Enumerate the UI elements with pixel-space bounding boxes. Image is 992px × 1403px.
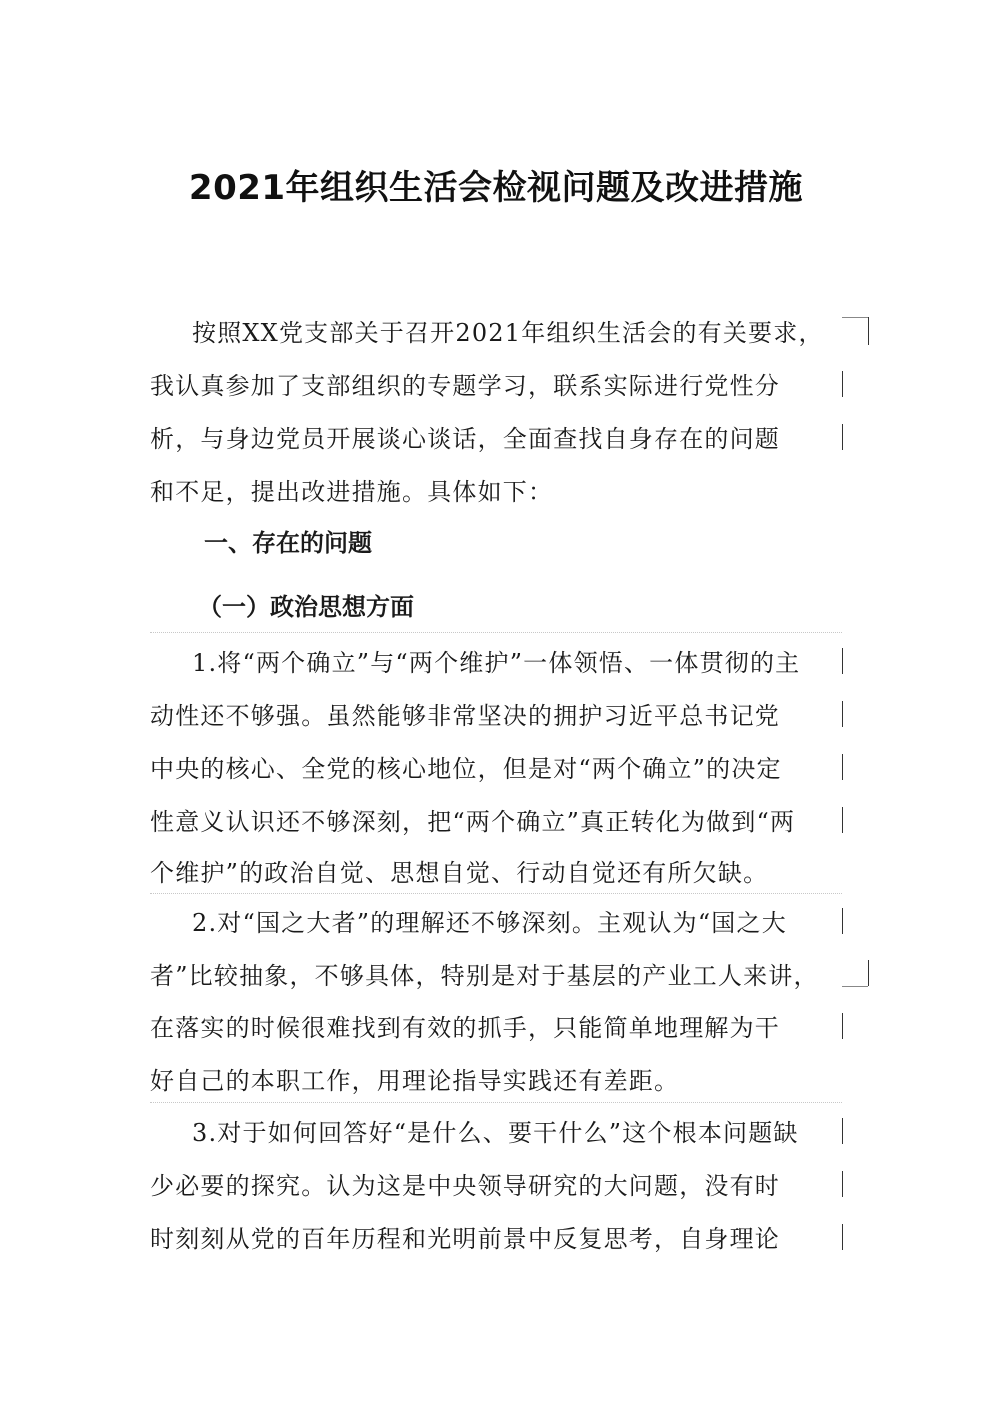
- document-title: 2021年组织生活会检视问题及改进措施: [188, 168, 804, 208]
- margin-bar: [842, 1013, 843, 1039]
- margin-bar: [842, 648, 843, 674]
- margin-bar: [842, 701, 843, 727]
- crop-mark-top: [842, 317, 868, 318]
- item3-line-1: 3.对于如何回答好“是什么、要干什么”这个根本问题缺: [192, 1119, 799, 1147]
- item2-line-4: 好自己的本职工作，用理论指导实践还有差距。: [150, 1067, 680, 1095]
- margin-bar: [842, 908, 843, 934]
- intro-line-1: 按照XX党支部关于召开2021年组织生活会的有关要求，: [192, 319, 824, 347]
- margin-bar: [842, 371, 843, 397]
- item1-line-5: 个维护”的政治自觉、思想自觉、行动自觉还有所欠缺。: [150, 859, 769, 887]
- paragraph-separator: [150, 632, 842, 633]
- paragraph-separator: [150, 1102, 842, 1103]
- item1-line-1: 1.将“两个确立”与“两个维护”一体领悟、一体贯彻的主: [192, 649, 801, 677]
- subsection-heading: （一）政治思想方面: [198, 593, 414, 621]
- item1-line-4: 性意义认识还不够深刻，把“两个确立”真正转化为做到“两: [150, 808, 796, 836]
- item2-line-2: 者”比较抽象，不够具体，特别是对于基层的产业工人来讲，: [150, 962, 819, 990]
- intro-line-4: 和不足，提出改进措施。具体如下：: [150, 478, 554, 506]
- crop-mark-top-side: [868, 317, 869, 345]
- intro-line-2: 我认真参加了支部组织的专题学习，联系实际进行党性分: [150, 372, 780, 400]
- margin-bar: [842, 1171, 843, 1197]
- margin-bar: [842, 1224, 843, 1250]
- section-heading: 一、存在的问题: [204, 529, 372, 557]
- crop-mark-mid: [842, 986, 868, 987]
- item1-line-3: 中央的核心、全党的核心地位，但是对“两个确立”的决定: [150, 755, 782, 783]
- margin-bar: [842, 754, 843, 780]
- item1-line-2: 动性还不够强。虽然能够非常坚决的拥护习近平总书记党: [150, 702, 780, 730]
- item2-line-1: 2.对“国之大者”的理解还不够深刻。主观认为“国之大: [192, 909, 787, 937]
- intro-line-3: 析，与身边党员开展谈心谈话，全面查找自身存在的问题: [150, 425, 780, 453]
- margin-bar: [842, 424, 843, 450]
- paragraph-separator: [150, 893, 842, 894]
- item2-line-3: 在落实的时候很难找到有效的抓手，只能简单地理解为干: [150, 1014, 780, 1042]
- item3-line-3: 时刻刻从党的百年历程和光明前景中反复思考，自身理论: [150, 1225, 780, 1253]
- item3-line-2: 少必要的探究。认为这是中央领导研究的大问题，没有时: [150, 1172, 780, 1200]
- margin-bar: [842, 1118, 843, 1144]
- crop-mark-mid-side: [868, 960, 869, 986]
- margin-bar: [842, 807, 843, 833]
